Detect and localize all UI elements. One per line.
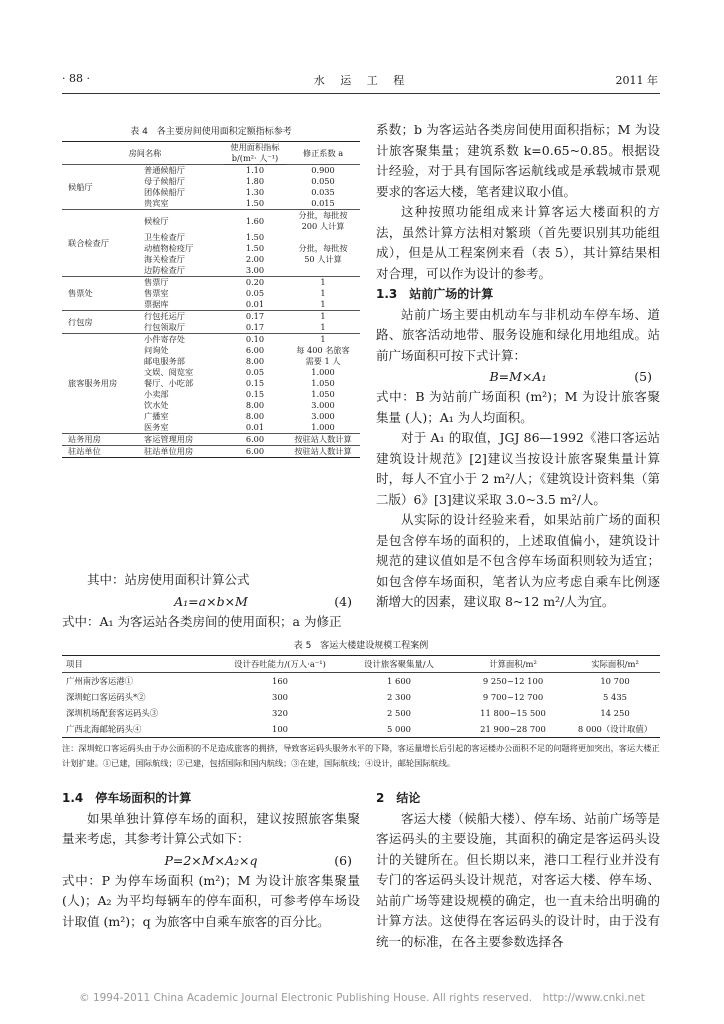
table5-cell: 广州南沙客运港① <box>66 676 133 686</box>
table4-a: 1.050 <box>311 389 335 399</box>
table4-b: 1.50 <box>245 198 265 208</box>
bottom-left-text <box>62 788 360 932</box>
paragraph: 客运大楼（候船大楼）、停车场、站前广场等是客运码头的主要设施，其面积的确定是客运码头设计的关键所在。但长期以来，港口工程行业并没有专门的客运码头设计规范，对客运大楼、停车场、站前广场等建设规模的确定，也一直未给出明确的计算方法。这使得在客运码头的设计时，由于没有统一的标准，在各主要参数选择各 <box>376 810 660 949</box>
table4-header-area: 使用面积指标 <box>224 142 286 154</box>
table-row <box>62 705 660 721</box>
table5-cell: 160 <box>272 676 288 686</box>
table4-a: 1.000 <box>311 367 335 377</box>
table4-room: 饮水处 <box>144 400 169 410</box>
table4-b: 0.20 <box>245 277 265 287</box>
table4-a: 0.900 <box>311 165 335 175</box>
table4-a: 1 <box>320 299 326 309</box>
table5-note: 注：深圳蛇口客运码头由于办公面积的不足造成旅客的拥挤，导致客运码头服务水平的下降，客运量增长后引起的客运楼办公面积不足的问题将更加突出，客运大楼正计划扩建。①已建，国际航线；②已建，包括国际和国内航线；③在建，国际航线；④设计，邮轮国际航线。 <box>62 743 660 768</box>
table5-cell: 深圳机场配套客运码头③ <box>66 708 159 718</box>
paragraph: 如果单独计算停车场的面积，建议按照旅客集聚量来考虑，其参考计算公式如下： <box>62 810 360 846</box>
table4-b: 8.00 <box>245 400 265 410</box>
copyright-footer: © 1994-2011 China Academic Journal Electronic Publishing House. All rights reserved. http://www.cnki.net <box>79 992 645 1004</box>
table5-cell: 2 500 <box>387 708 411 718</box>
table4-room: 母子候船厅 <box>144 176 185 186</box>
paragraph: 式中：P 为停车场面积 (m²)；M 为设计旅客集聚量 (人)；A₂ 为平均每辆车的停车面积，可参考停车场设计取值 (m²)；q 为旅客中自乘车旅客的百分比。 <box>62 872 360 929</box>
paragraph: 系数；b 为客运站各类房间使用面积指标；M 为设计旅客聚集量；建筑系数 k=0.65~0.85。根据设计经验，对于具有国际客运航线或是承载城市景观要求的客运大楼，笔者建议取小值。 <box>376 122 660 199</box>
table4-b: 1.30 <box>245 187 265 197</box>
table4-a: 按驻站人数计算 <box>286 434 360 446</box>
table4-a: 分批，每批按 200 人计算 <box>298 210 348 231</box>
table5-cell: 2 300 <box>387 692 411 702</box>
table4-group <box>62 434 360 446</box>
issue-year: 2011 年 <box>615 74 658 87</box>
table4-a: 3.000 <box>311 411 335 421</box>
table5-cell: 320 <box>272 708 288 718</box>
table4-room: 客运管理用房 <box>142 434 224 446</box>
formula-5-number: (5) <box>634 369 652 384</box>
table4-room: 行包领取厅 <box>144 322 185 332</box>
table4-room: 驻站单位用房 <box>142 446 224 458</box>
paragraph: 式中：B 为站前广场面积 (m²)；M 为设计旅客聚集量 (人)；A₁ 为人均面积。 <box>376 389 660 425</box>
table4-b: 0.15 <box>245 389 265 399</box>
table4-a: 0.035 <box>311 187 335 197</box>
section-heading-2: 2 结论 <box>376 791 421 805</box>
page-header <box>0 70 724 92</box>
table4-room: 候检厅 <box>144 216 169 226</box>
table4-group <box>62 210 360 277</box>
table4-b: 6.00 <box>245 345 265 355</box>
table4-room: 文娱、阅览室 <box>144 367 194 377</box>
table5-cell: 100 <box>218 721 342 738</box>
table4-b: 1.60 <box>245 216 265 226</box>
table4-a: 1 <box>320 277 326 287</box>
table4-header-area-unit: b/(m²· 人⁻¹) <box>224 153 286 165</box>
table5-cell: 8 000（设计取值） <box>570 721 660 738</box>
table4-a: 1.000 <box>311 422 335 432</box>
table5-cell: 1 600 <box>387 676 411 686</box>
paragraph: 其中：站房使用面积计算公式 <box>87 572 250 587</box>
table4-group <box>62 334 360 434</box>
table4-a: 0.050 <box>311 176 335 186</box>
table5-cell: 11 800~15 500 <box>480 708 546 718</box>
table4-room: 票据库 <box>144 299 169 309</box>
table4-b: 6.00 <box>224 434 286 446</box>
table4-caption: 表 4 各主要房间使用面积定额指标参考 <box>130 127 292 137</box>
table4-room: 邮电服务部 <box>144 356 185 366</box>
table4-room: 售票室 <box>144 288 169 298</box>
table4-header-name: 房间名称 <box>62 142 224 165</box>
paragraph: 这种按照功能组成来计算客运大楼面积的方法，虽然计算方法相对繁琐（首先要识别其功能组成），但是从工程案例来看（表 5），其计算结果相对合理，可以作为设计的参考。 <box>376 204 660 281</box>
table4-group-name: 站务用房 <box>62 434 142 446</box>
table4-b: 0.01 <box>245 299 265 309</box>
table4-a: 1.050 <box>311 378 335 388</box>
table4-room: 普通候船厅 <box>144 165 185 175</box>
table4-room: 动植物检疫厅 <box>144 243 194 253</box>
table4-group-name: 候船厅 <box>62 165 142 210</box>
table4-room: 问询处 <box>144 345 169 355</box>
table4-room: 售票厅 <box>144 277 169 287</box>
formula-6-expr: P=2×M×A₂×q <box>164 852 258 868</box>
table-row <box>62 721 660 738</box>
table4-a: 1 <box>320 288 326 298</box>
table4-group-name: 旅客服务用房 <box>62 334 142 434</box>
table-row <box>62 673 660 690</box>
table5-cell: 14 250 <box>600 708 630 718</box>
table5-cell: 5 000 <box>342 721 456 738</box>
table4-b: 0.05 <box>245 367 265 377</box>
table4-room: 行包托运厅 <box>144 311 185 321</box>
table4-a: 1 <box>320 311 326 321</box>
journal-name: 水 运 工 程 <box>313 74 411 87</box>
table-row <box>62 689 660 705</box>
paragraph: 从实际的设计经验来看，如果站前广场的面积是包含停车场的面积的，上述取值偏小，建筑设计规范的建议值如是不包含停车场面积则较为适宜；如包含停车场面积，笔者认为应考虑自乘车比例逐渐增大的因素，建议取 8~12 m²/人为宜。 <box>376 512 660 609</box>
table5-header: 项目 <box>62 656 218 673</box>
table5-caption: 表 5 客运大楼建设规模工程案例 <box>293 641 429 651</box>
table4-room: 广播室 <box>144 411 169 421</box>
table4-b: 8.00 <box>245 356 265 366</box>
section-heading-1-3: 1.3 站前广场的计算 <box>376 287 494 301</box>
table4-room: 海关检查厅 <box>144 254 185 264</box>
formula-5 <box>376 366 660 387</box>
table4-b: 1.10 <box>245 165 265 175</box>
table4-a: 1 <box>320 322 326 332</box>
table5-header: 设计旅客聚集量/人 <box>342 656 456 673</box>
table4-a: 3.000 <box>311 400 335 410</box>
table4-b: 8.00 <box>245 411 265 421</box>
right-col-text <box>376 120 660 613</box>
header-rule <box>62 93 660 94</box>
table4-room: 边防检查厅 <box>144 265 185 275</box>
table4-group <box>62 446 360 458</box>
table4-room: 医务室 <box>144 422 169 432</box>
formula-6 <box>62 850 360 871</box>
table4-b: 1.80 <box>245 176 265 186</box>
table4-b: 0.17 <box>245 322 265 332</box>
table5-cell: 广西北海邮轮码头④ <box>62 721 218 738</box>
table4-b: 2.00 <box>245 254 265 264</box>
paragraph: 式中：A₁ 为客运站各类房间的使用面积；a 为修正 <box>62 613 342 629</box>
table5-header: 计算面积/m² <box>456 656 570 673</box>
table4-a: 按驻站人数计算 <box>286 446 360 458</box>
table4-room: 小卖部 <box>144 389 169 399</box>
table5-cell: 9 250~12 100 <box>482 676 544 686</box>
table5 <box>62 655 660 738</box>
table4-group-name: 联合检查厅 <box>62 210 142 277</box>
table4-room: 卫生检查厅 <box>144 232 185 242</box>
formula-5-expr: B=M×A₁ <box>489 369 547 384</box>
table4-a: 0.015 <box>311 198 335 208</box>
table4-b: 6.00 <box>224 446 286 458</box>
table4-a: 需要 1 人 <box>305 356 341 366</box>
table4-b: 1.50 <box>245 232 265 242</box>
table4-b: 3.00 <box>245 265 265 275</box>
table4-group-name: 行包房 <box>62 311 142 334</box>
table5-header: 设计吞吐能力/(万人·a⁻¹) <box>218 656 342 673</box>
left-col-text <box>62 570 360 632</box>
table4-room: 小件寄存处 <box>144 334 185 344</box>
formula-4 <box>62 591 360 612</box>
table4-a: 每 400 名旅客 <box>296 345 350 355</box>
table4 <box>62 141 360 458</box>
table4-b: 0.10 <box>245 334 265 344</box>
table5-cell: 深圳蛇口客运码头*② <box>66 692 146 702</box>
table5-cell: 9 700~12 700 <box>482 692 544 702</box>
table4-b: 0.15 <box>245 378 265 388</box>
table5-cell: 300 <box>272 692 288 702</box>
table5-cell: 21 900~28 700 <box>456 721 570 738</box>
bottom-right-text <box>376 788 660 952</box>
table4-group-name: 驻站单位 <box>62 446 142 458</box>
table5-cell: 5 435 <box>603 692 627 702</box>
formula-4-number: (4) <box>334 593 352 609</box>
table4-b: 0.05 <box>245 288 265 298</box>
table4-a-merged: 分批，每批按 50 人计算 <box>298 243 348 264</box>
table4-b: 0.17 <box>245 311 265 321</box>
page-number: · 88 · <box>62 72 90 85</box>
formula-6-number: (6) <box>334 852 352 868</box>
paragraph: 对于 A₁ 的取值，JGJ 86—1992《港口客运站建筑设计规范》[2]建议当按设计旅客聚集量计算时，每人不宜小于 2 m²/人；《建筑设计资料集（第二版）6》[3]建议采取 3.0~3.5 m²/人。 <box>376 430 660 507</box>
table4-header-coef: 修正系数 a <box>286 142 360 165</box>
section-heading-1-4: 1.4 停车场面积的计算 <box>62 791 192 805</box>
table4-b: 0.01 <box>245 422 265 432</box>
table4-group <box>62 277 360 311</box>
table4-a: 1 <box>320 334 326 344</box>
table4-room: 团体候船厅 <box>144 187 185 197</box>
table5-cell: 10 700 <box>600 676 630 686</box>
table4-group-name: 售票处 <box>62 277 142 311</box>
paragraph: 站前广场主要由机动车与非机动车停车场、道路、旅客活动地带、服务设施和绿化用地组成。站前广场面积可按下式计算： <box>376 306 660 363</box>
table4-room: 贵宾室 <box>144 198 169 208</box>
table4-b: 1.50 <box>245 243 265 253</box>
formula-4-expr: A₁=a×b×M <box>174 593 248 609</box>
table4-group <box>62 165 360 210</box>
table5-header: 实际面积/m² <box>570 656 660 673</box>
table4-room: 餐厅、小吃部 <box>144 378 194 388</box>
table4-group <box>62 311 360 334</box>
